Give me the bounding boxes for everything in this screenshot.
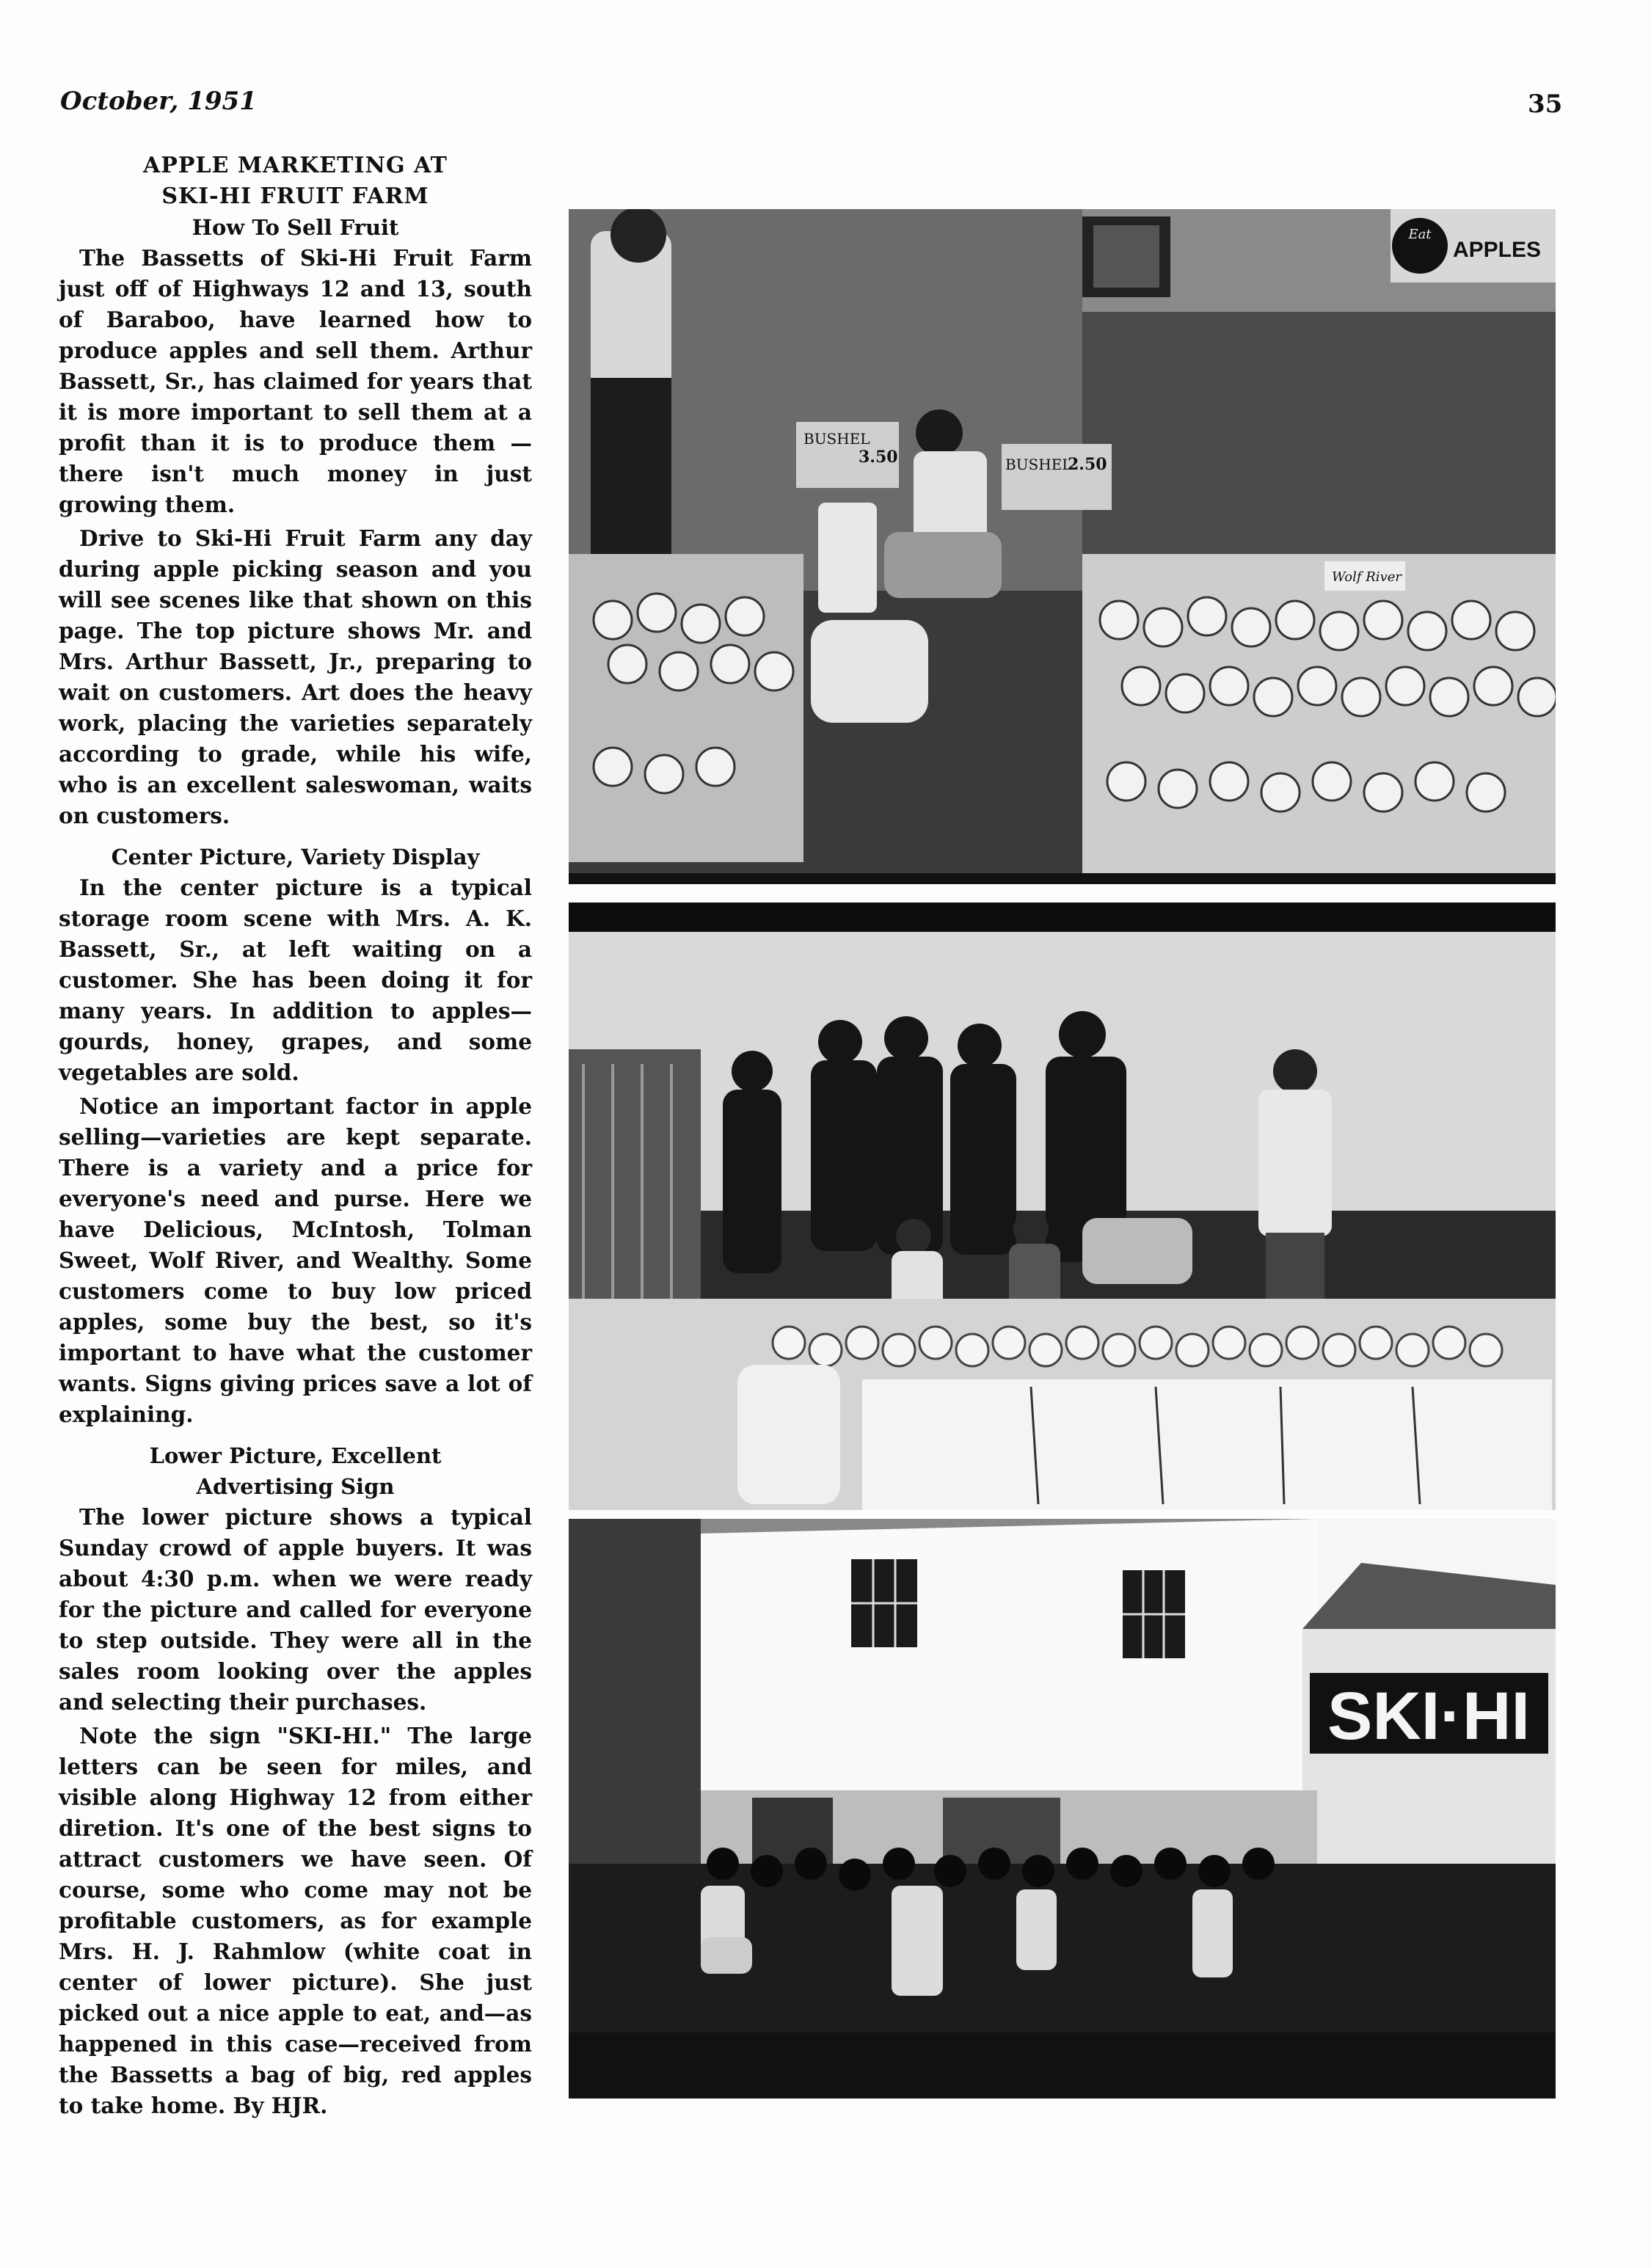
wolf-river-sign: Wolf River [1332,569,1402,585]
paragraph: The Bassetts of Ski-Hi Fruit Farm just off of Highways 12 and 13, south of Baraboo, have learned how to produce apples and sell them. Arthur Bassett, Sr., has claimed for years that it is more important to sell them at a profit than it is to produce them —there isn't much money in just growing them. [59,245,532,517]
paragraph: Drive to Ski-Hi Fruit Farm any day during apple picking season and you will see scenes like that shown on this page. The top picture shows Mr. and Mrs. Arthur Bassett, Jr., preparing to wait on customers. Art does the heavy work, placing the varieties separately according to grade, while his wife, who is an excellent saleswoman, waits on customers. [59,525,532,828]
bushel-sign-1: BUSHEL [803,430,870,448]
paragraph: In the center picture is a typical storage room scene with Mrs. A. K. Bassett, Sr., at left waiting on a customer. She has been doing it for many years. In addition to apples—gourds, honey, grapes, and some vegetables are sold. [59,875,532,1085]
article-title-line-1: APPLE MARKETING AT [143,153,448,178]
bottom-photo-ski-hi-sign [569,1519,1556,2099]
price-sign-1: 3.50 [859,448,898,467]
issue-date: October, 1951 [60,87,257,116]
page-number: 35 [1528,90,1563,119]
article-title-line-2: SKI-HI FRUIT FARM [161,183,429,209]
paragraph: The lower picture shows a typical Sunday crowd of apple buyers. It was about 4:30 p.m. when we were ready for the picture and called for everyone to step outside. They were all in the sales room looking over the apples and selecting their purchases. [59,1504,532,1715]
center-photo-variety-display [569,903,1556,1510]
section-heading-how-to-sell: How To Sell Fruit [192,215,399,240]
price-sign-2: 2.50 [1068,455,1107,474]
section-heading-center-picture: Center Picture, Variety Display [111,845,480,869]
article-column [59,150,532,2124]
bushel-sign-2: BUSHEL [1005,456,1072,473]
section-heading-lower-picture-2: Advertising Sign [196,1474,395,1499]
paragraph: Note the sign "SKI-HI." The large letters can be seen for miles, and visible along Highway 12 from either diretion. It's one of the best signs to attract customers we have seen. Of course, some who come may not be profitable customers, as for example Mrs. H. J. Rahmlow (white coat in center of lower picture). She just picked out a nice apple to eat, and—as happened in this case—received from the Bassetts a bag of big, red apples to take home. By HJR. [59,1723,532,2118]
apples-sign-text: APPLES [1453,238,1542,262]
section-heading-lower-picture-1: Lower Picture, Excellent [149,1443,442,1468]
top-photo-apple-display [569,209,1556,884]
paragraph: Notice an important factor in apple selling—varieties are kept separate. There is a variety and a price for everyone's need and purse. Here we have Delicious, McIntosh, Tolman Sweet, Wolf River, and Wealthy. Some customers come to buy low priced apples, some buy the best, so it's important to have what the customer wants. Signs giving prices save a lot of explaining. [59,1093,532,1427]
ski-hi-sign: SKI·HI [1327,1679,1530,1754]
eat-sign-text: Eat [1408,227,1432,242]
